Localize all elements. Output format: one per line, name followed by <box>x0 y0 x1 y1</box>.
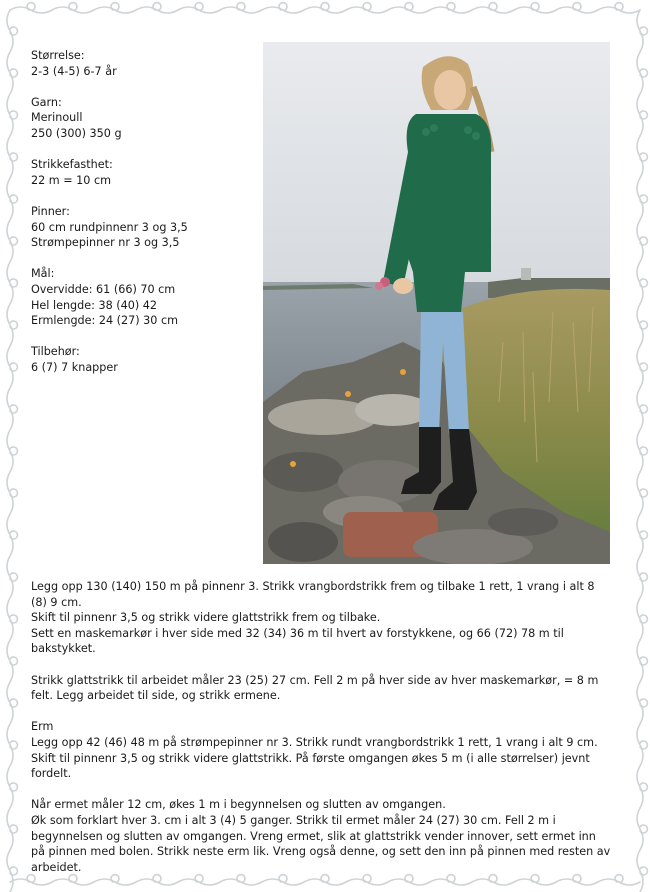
spec-value: Hel lengde: 38 (40) 42 <box>31 298 158 312</box>
spec-group <box>31 204 251 251</box>
spec-group <box>31 266 251 328</box>
spec-value: Strømpepinner nr 3 og 3,5 <box>31 236 180 250</box>
model-photo <box>263 42 610 564</box>
instruction-paragraph: Sett en maskemarkør i hver side med 32 (34) 36 m til hvert av forstykkene, og 66 (72) 78 m til bakstykket. <box>31 626 564 656</box>
spec-heading: Pinner: <box>31 204 70 218</box>
spec-value: 22 m = 10 cm <box>31 173 112 187</box>
section-heading-sleeve: Erm <box>31 720 54 734</box>
instruction-paragraph: Når ermet måler 12 cm, økes 1 m i begynnelsen og slutten av omgangen. <box>31 798 446 812</box>
instruction-paragraph: Legg opp 42 (46) 48 m på strømpepinner nr 3. Strikk rundt vrangbordstrikk 1 rett, 1 vrang i alt 9 cm. Skift til pinnenr 3,5 og strikk videre glattstrikk. På første omgangen økes 5 m (i alle størrelser) jevnt fordelt. <box>31 735 598 781</box>
specifications <box>31 48 251 391</box>
instruction-paragraph: Strikk glattstrikk til arbeidet måler 23 (25) 27 cm. Fell 2 m på hver side av hver maskemarkør, = 8 m felt. Legg arbeidet til side, og strikk ermene. <box>31 673 599 703</box>
instruction-paragraph: Legg opp 130 (140) 150 m på pinnenr 3. Strikk vrangbordstrikk frem og tilbake 1 rett, 1 vrang i alt 8 (8) 9 cm. <box>31 580 595 609</box>
spec-value: Merinoull <box>31 111 83 125</box>
spec-heading: Garn: <box>31 95 62 109</box>
spec-heading: Strikkefasthet: <box>31 158 113 172</box>
spec-group <box>31 157 251 188</box>
spec-value: 2-3 (4-5) 6-7 år <box>31 64 117 78</box>
spec-heading: Tilbehør: <box>31 345 80 359</box>
spec-value: 6 (7) 7 knapper <box>31 360 118 374</box>
spec-value: Overvidde: 61 (66) 70 cm <box>31 282 176 296</box>
spec-group <box>31 344 251 375</box>
spec-heading: Mål: <box>31 267 55 281</box>
spec-heading: Størrelse: <box>31 49 85 62</box>
spec-value: 250 (300) 350 g <box>31 126 122 140</box>
instructions <box>31 579 611 875</box>
instruction-paragraph: Øk som forklart hver 3. cm i alt 3 (4) 5 ganger. Strikk til ermet måler 24 (27) 30 cm. Fell 2 m i begynnelsen og slutten av omgangen. Vreng ermet, slik at glattstrikk vender innover, sett ermet inn på pinnen med bolen. Strikk neste erm lik. Vreng også denne, og sett den inn på pinnen med resten av arbeidet. <box>31 813 611 874</box>
spec-value: 60 cm rundpinnenr 3 og 3,5 <box>31 220 188 234</box>
spec-group <box>31 95 251 142</box>
spec-group <box>31 48 251 79</box>
instruction-paragraph: Skift til pinnenr 3,5 og strikk videre glattstrikk frem og tilbake. <box>31 611 381 625</box>
spec-value: Ermlengde: 24 (27) 30 cm <box>31 314 179 328</box>
